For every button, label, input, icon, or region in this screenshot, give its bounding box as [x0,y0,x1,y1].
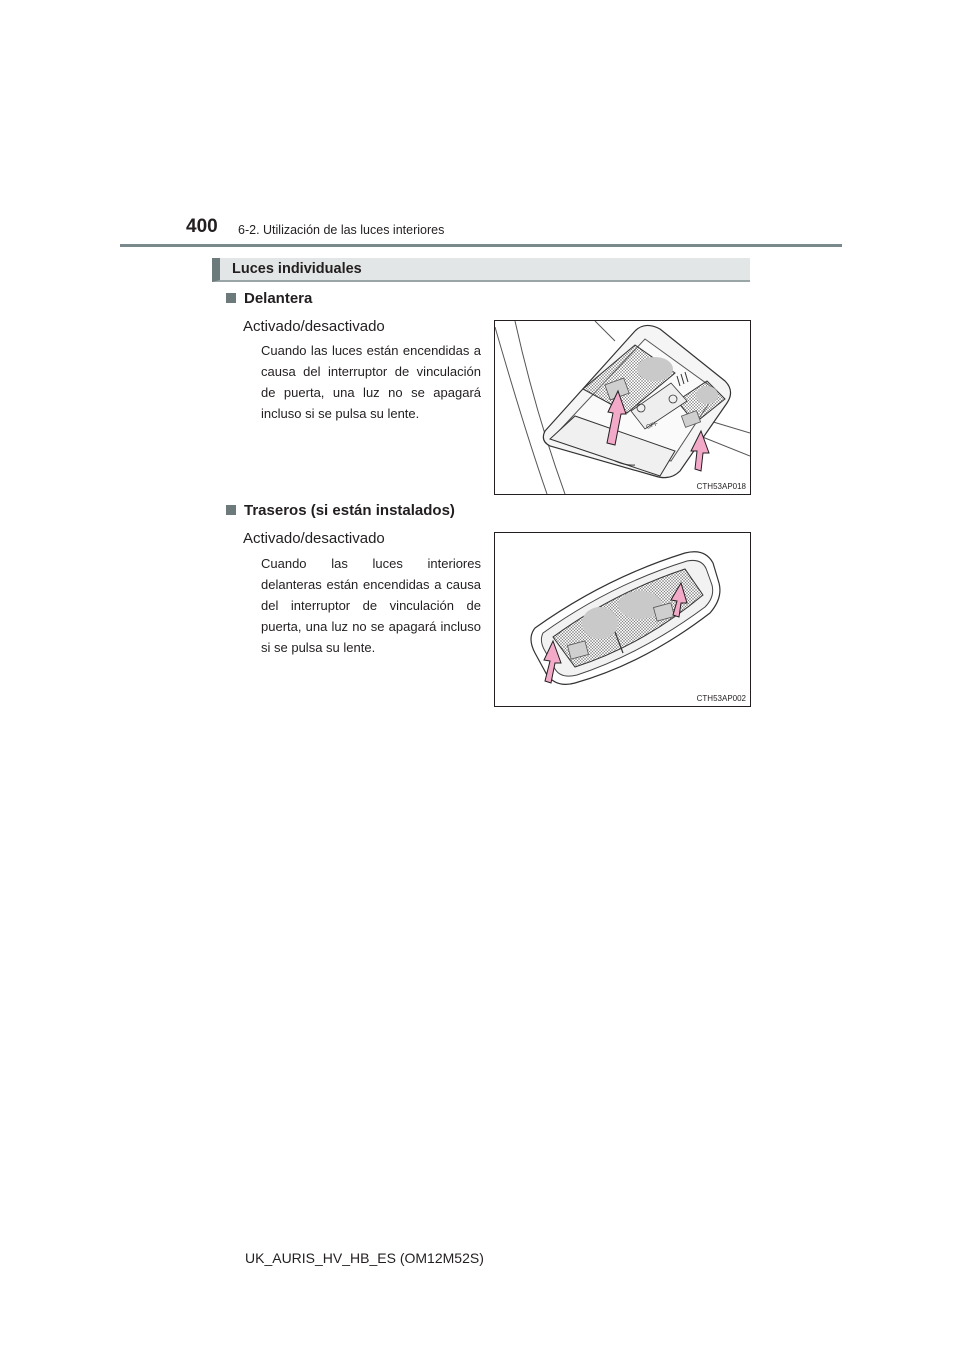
chapter-title: 6-2. Utilización de las luces interiores [238,223,445,237]
square-bullet-icon [226,293,236,303]
footer-document-code: UK_AURIS_HV_HB_ES (OM12M52S) [245,1250,484,1266]
front-heading [226,290,312,307]
rear-heading-text: Traseros (si están instalados) [244,502,455,519]
square-bullet-icon [226,505,236,515]
front-figure-code: CTH53AP018 [696,482,746,491]
front-overhead-console-illustration [495,321,750,494]
front-description: Cuando las luces están encendidas a causa del interruptor de vinculación de puerta, una luz no se apagará incluso si se pulsa su lente. [261,343,481,421]
front-heading-text: Delantera [244,290,313,307]
rear-state-label: Activado/desactivado [243,530,385,547]
front-overhead-light-figure [494,320,751,495]
rear-overhead-light-illustration [495,533,750,706]
header-rule [120,244,842,247]
rear-figure-code: CTH53AP002 [696,694,746,703]
section-title: Luces individuales [232,261,362,277]
rear-description: Cuando las luces interiores delanteras están encendidas a causa del interruptor de vinculación de puerta, una luz no se apagará incluso si se pulsa su lente. [261,556,481,655]
section-header [212,258,750,282]
off-label: OFF [645,421,659,431]
rear-overhead-light-figure [494,532,751,707]
rear-heading [226,502,455,519]
front-state-label: Activado/desactivado [243,318,385,335]
page-number: 400 [186,216,218,237]
